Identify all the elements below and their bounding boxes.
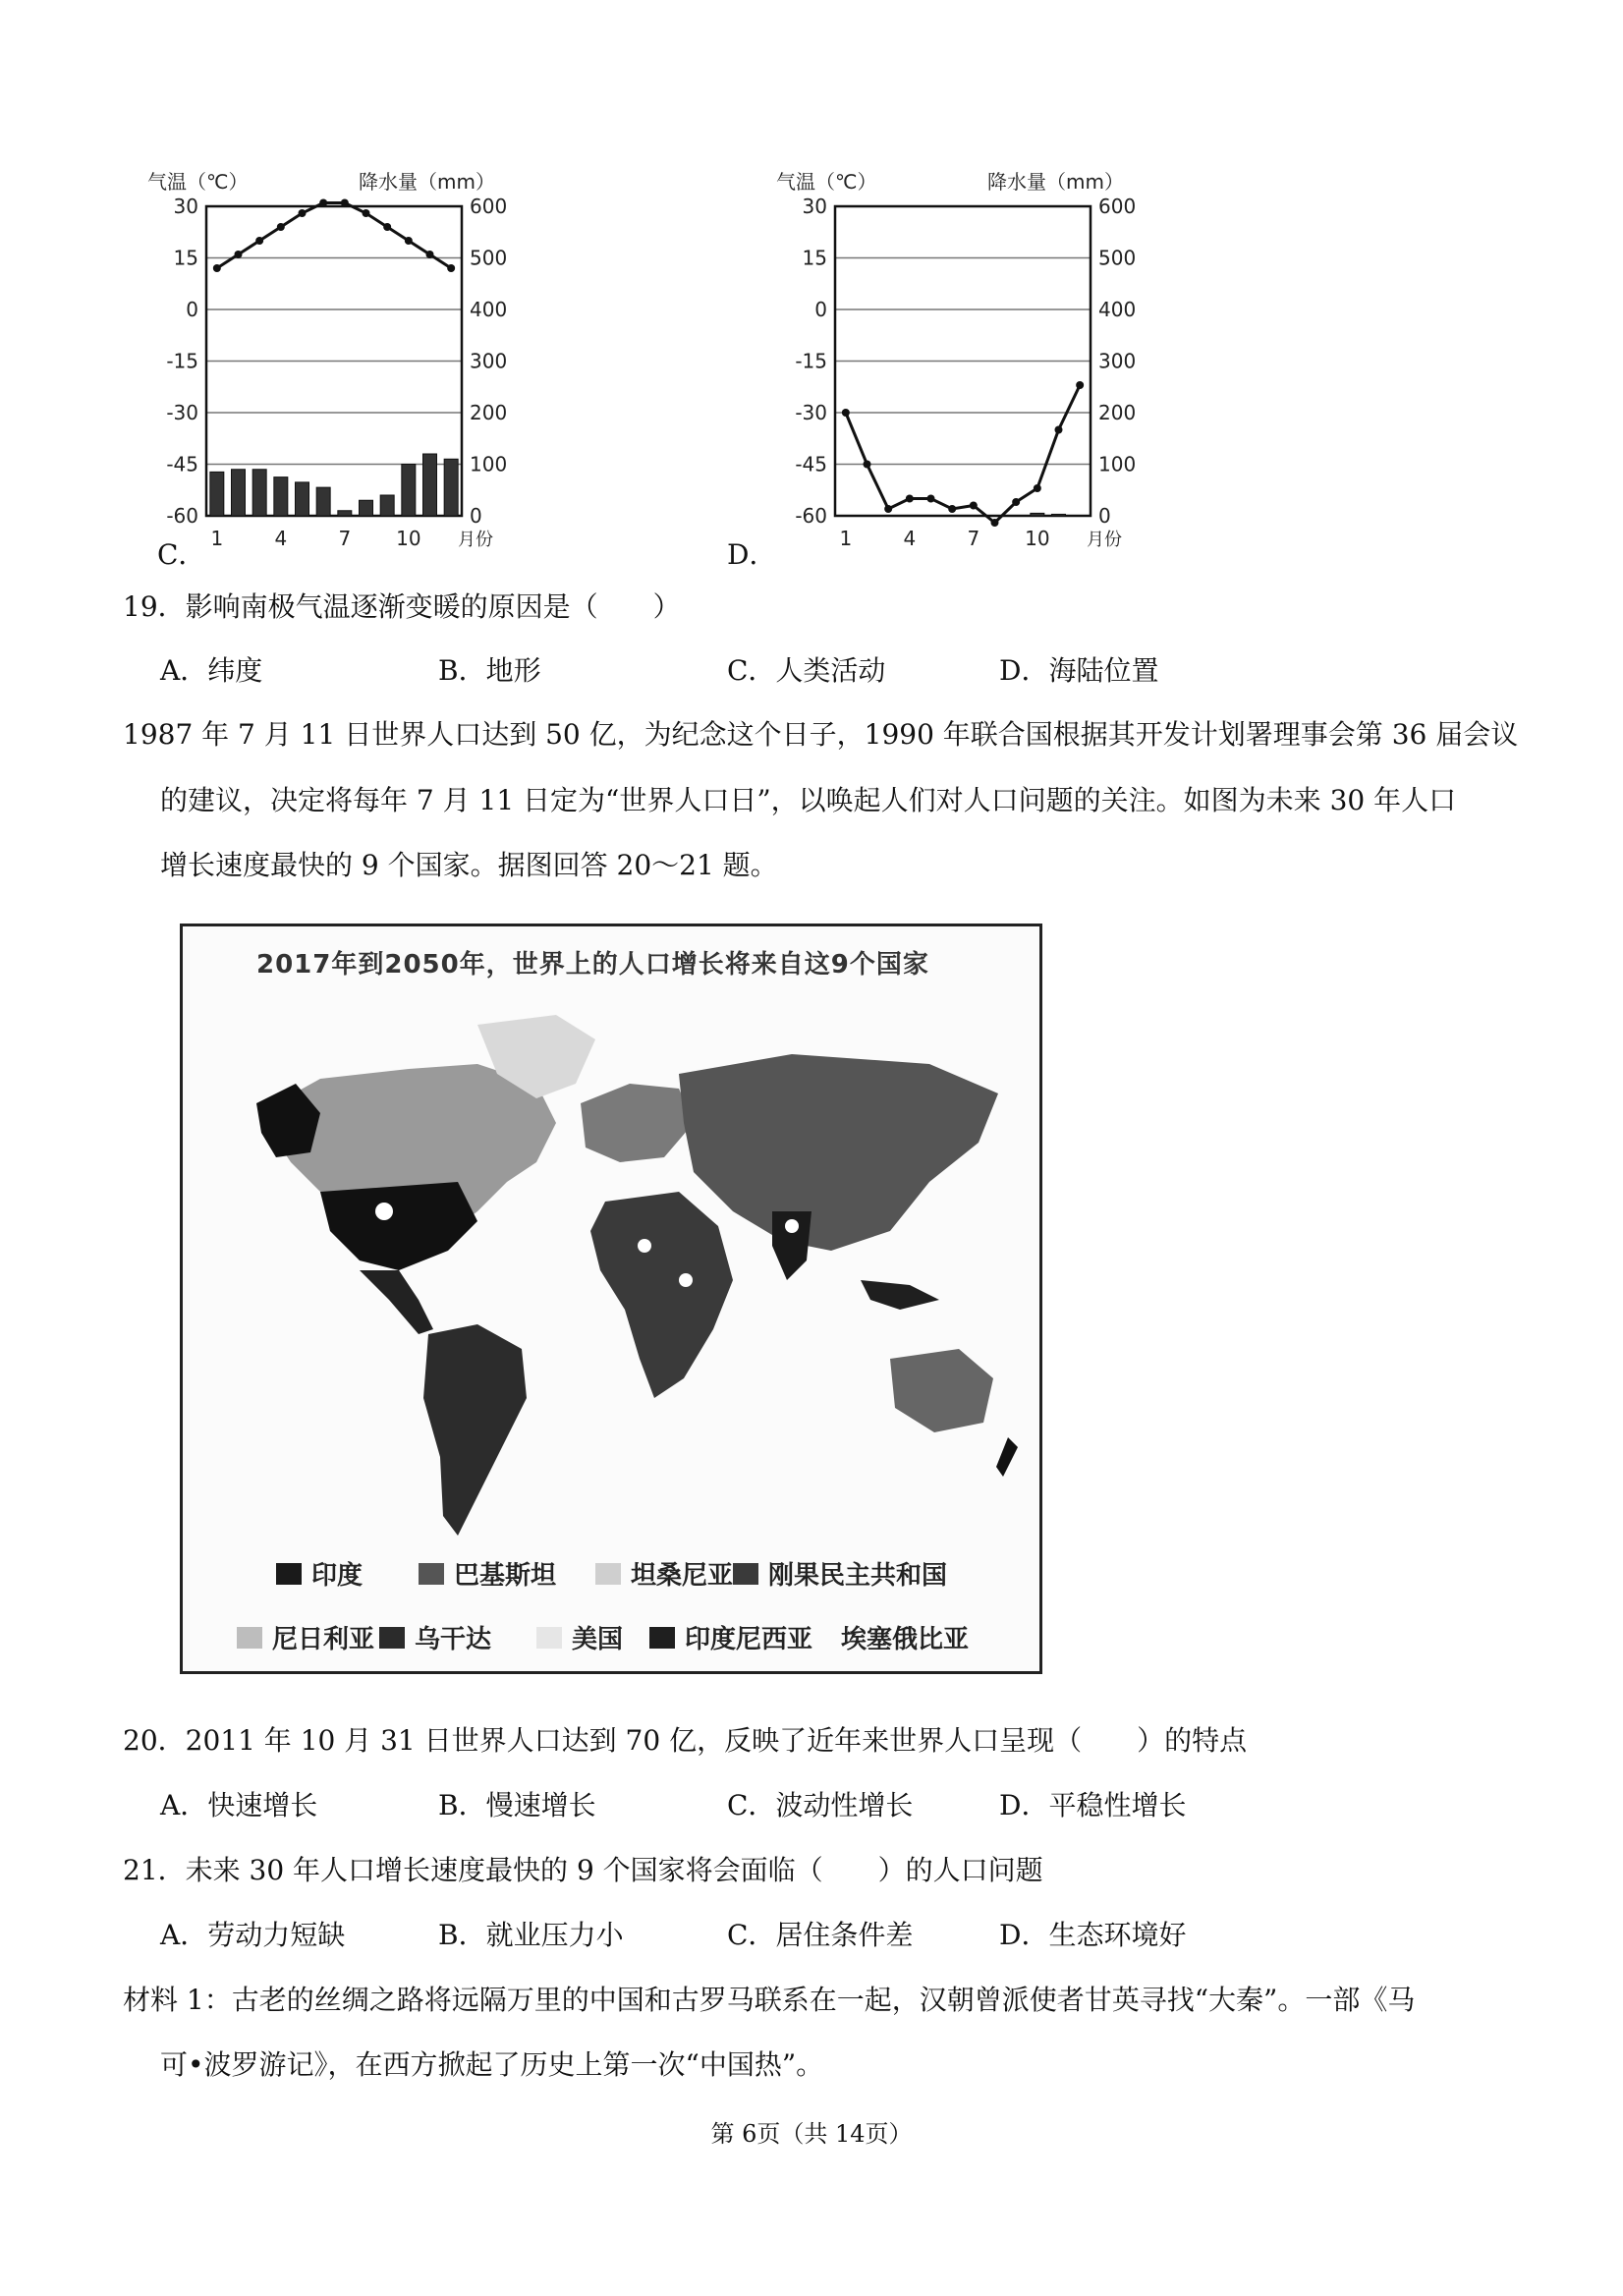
temperature-point (255, 237, 263, 245)
map-indonesia (861, 1280, 939, 1310)
month-tick-label: 7 (338, 527, 352, 550)
temperature-point (948, 505, 956, 513)
precip-bar (444, 459, 458, 516)
q19-option-c: C．人类活动 (727, 654, 886, 687)
q19-option-b: B．地形 (438, 654, 541, 687)
legend-label: 乌干达 (415, 1625, 492, 1654)
q21-option-a: A．劳动力短缺 (160, 1919, 346, 1951)
temperature-point (927, 495, 935, 503)
precip-bar (274, 477, 288, 516)
temperature-point (363, 209, 370, 217)
temperature-point (277, 223, 285, 231)
precip-bar (380, 495, 394, 516)
precip-bar (296, 482, 309, 516)
month-tick-label: 7 (967, 527, 980, 550)
map-africa (590, 1192, 733, 1398)
q19-option-d: D．海陆位置 (999, 654, 1159, 687)
temp-tick-label: -60 (166, 504, 198, 528)
temp-tick-label: 0 (186, 298, 198, 321)
legend-label: 美国 (572, 1625, 624, 1654)
precip-bar (210, 472, 224, 516)
temp-tick-label: 30 (173, 195, 198, 218)
question-21: 21．未来 30 年人口增长速度最快的 9 个国家将会面临（ ）的人口问题 (123, 1854, 1043, 1886)
temperature-point (447, 264, 455, 272)
legend-label: 尼日利亚 (272, 1625, 375, 1654)
precip-tick-label: 500 (1098, 246, 1137, 270)
temperature-point (991, 519, 999, 527)
legend-item (831, 1619, 969, 1655)
map-usa (320, 1182, 477, 1270)
q21-option-b: B．就业压力小 (438, 1919, 624, 1951)
legend-swatch (536, 1627, 562, 1649)
month-tick-label: 4 (274, 527, 288, 550)
temperature-point (319, 199, 327, 207)
intro-line-3: 增长速度最快的 9 个国家。据图回答 20～21 题。 (160, 849, 778, 881)
map-south-america (423, 1324, 527, 1536)
temperature-point (906, 495, 914, 503)
precip-axis-title: 降水量（mm） (359, 170, 495, 194)
temperature-line (846, 385, 1080, 523)
q21-option-c: C．居住条件差 (727, 1919, 914, 1951)
map-marker-east-africa (679, 1273, 693, 1287)
world-map-figure (180, 924, 1042, 1674)
question-19: 19．影响南极气温逐渐变暖的原因是（ ） (123, 590, 681, 623)
intro-line-1: 1987 年 7 月 11 日世界人口达到 50 亿，为纪念这个日子，1990 年联合国根据其开发计划署理事会第 36 届会议 (123, 718, 1519, 751)
temperature-point (426, 251, 434, 258)
climate-chart-d-svg (776, 167, 1149, 580)
precip-tick-label: 600 (470, 195, 508, 218)
legend-item (733, 1555, 947, 1592)
precip-tick-label: 200 (470, 401, 508, 424)
temperature-point (1076, 381, 1084, 389)
precip-bar (316, 487, 330, 516)
precip-bar (1031, 513, 1044, 516)
temp-tick-label: -45 (795, 452, 827, 476)
precip-tick-label: 300 (1098, 349, 1137, 373)
climate-chart-c-svg (147, 167, 521, 580)
temperature-point (341, 199, 349, 207)
temperature-point (1034, 484, 1041, 492)
temperature-point (405, 237, 413, 245)
climate-chart-d (776, 167, 1149, 580)
month-unit-label: 月份 (458, 530, 493, 550)
precip-bar (360, 500, 373, 516)
precip-tick-label: 400 (470, 298, 508, 321)
temperature-point (842, 409, 850, 417)
material-1-line-2: 可•波罗游记》，在西方掀起了历史上第一次“中国热”。 (160, 2048, 824, 2081)
legend-item (379, 1619, 491, 1655)
precip-bar (232, 470, 246, 516)
temp-tick-label: -60 (795, 504, 827, 528)
q20-option-d: D．平稳性增长 (999, 1789, 1187, 1821)
q19-option-a: A．纬度 (160, 654, 263, 687)
legend-label: 埃塞俄比亚 (841, 1625, 970, 1654)
temperature-point (235, 251, 243, 258)
map-new-zealand (996, 1437, 1018, 1477)
precip-bar (1052, 514, 1066, 516)
q20-option-a: A．快速增长 (160, 1789, 318, 1821)
temp-tick-label: -15 (795, 349, 827, 373)
temp-tick-label: -45 (166, 452, 198, 476)
month-tick-label: 10 (396, 527, 421, 550)
precip-tick-label: 400 (1098, 298, 1137, 321)
q20-option-c: C．波动性增长 (727, 1789, 914, 1821)
precip-bar (402, 465, 416, 517)
precip-axis-title: 降水量（mm） (987, 170, 1124, 194)
precip-tick-label: 600 (1098, 195, 1137, 218)
temperature-point (864, 461, 871, 469)
precip-bar (338, 511, 352, 516)
temp-tick-label: -15 (166, 349, 198, 373)
temperature-point (213, 264, 221, 272)
month-tick-label: 1 (210, 527, 224, 550)
temp-tick-label: -30 (166, 401, 198, 424)
intro-line-2: 的建议，决定将每年 7 月 11 日定为“世界人口日”，以唤起人们对人口问题的关注。如图为未来 30 年人口 (160, 784, 1457, 816)
q21-option-d: D．生态环境好 (999, 1919, 1187, 1951)
month-tick-label: 1 (839, 527, 853, 550)
legend-swatch (237, 1627, 262, 1649)
temp-axis-title: 气温（℃） (776, 170, 877, 194)
precip-tick-label: 300 (470, 349, 508, 373)
temp-tick-label: 15 (173, 246, 198, 270)
precip-tick-label: 500 (470, 246, 508, 270)
map-europe (581, 1084, 694, 1162)
map-marker-nigeria (638, 1239, 651, 1253)
temperature-point (1012, 498, 1020, 506)
temp-tick-label: 15 (802, 246, 827, 270)
temperature-point (299, 209, 307, 217)
legend-item (276, 1555, 363, 1592)
precip-tick-label: 200 (1098, 401, 1137, 424)
legend-label: 坦桑尼亚 (631, 1561, 734, 1591)
legend-label: 印度尼西亚 (685, 1625, 813, 1654)
month-unit-label: 月份 (1087, 530, 1122, 550)
q20-option-b: B．慢速增长 (438, 1789, 596, 1821)
legend-item (237, 1619, 374, 1655)
month-tick-label: 4 (903, 527, 917, 550)
legend-item (649, 1619, 812, 1655)
precip-bar (423, 454, 437, 516)
legend-label: 印度 (311, 1561, 364, 1591)
temperature-point (383, 223, 391, 231)
legend-item (595, 1555, 733, 1592)
map-asia (679, 1054, 998, 1251)
option-label-d: D． (727, 538, 777, 571)
precip-bar (252, 470, 266, 516)
legend-swatch (379, 1627, 405, 1649)
page-footer: 第 6页（共 14页） (710, 2120, 913, 2148)
legend-item (419, 1555, 556, 1592)
temperature-point (884, 505, 892, 513)
temp-tick-label: -30 (795, 401, 827, 424)
precip-tick-label: 0 (470, 504, 482, 528)
month-tick-label: 10 (1025, 527, 1050, 550)
temperature-point (970, 502, 978, 510)
legend-item (536, 1619, 623, 1655)
precip-tick-label: 100 (470, 452, 508, 476)
legend-label: 刚果民主共和国 (768, 1561, 948, 1591)
legend-swatch (595, 1563, 621, 1585)
map-title: 2017年到2050年，世界上的人口增长将来自这9个国家 (256, 950, 929, 980)
precip-tick-label: 0 (1098, 504, 1111, 528)
precip-tick-label: 100 (1098, 452, 1137, 476)
map-central-america (360, 1270, 433, 1334)
world-map-svg (183, 985, 1039, 1575)
map-australia (890, 1349, 993, 1432)
map-marker-usa (375, 1203, 393, 1220)
legend-swatch (649, 1627, 675, 1649)
legend-swatch (419, 1563, 444, 1585)
legend-label: 巴基斯坦 (454, 1561, 557, 1591)
legend-swatch (733, 1563, 758, 1585)
temp-tick-label: 0 (814, 298, 827, 321)
material-1-line-1: 材料 1：古老的丝绸之路将远隔万里的中国和古罗马联系在一起，汉朝曾派使者甘英寻找“大秦”。一部《马 (123, 1984, 1416, 2016)
option-label-c: C． (157, 538, 206, 571)
question-20: 20．2011 年 10 月 31 日世界人口达到 70 亿，反映了近年来世界人口呈现（ ）的特点 (123, 1724, 1248, 1757)
temp-axis-title: 气温（℃） (147, 170, 249, 194)
legend-swatch (276, 1563, 302, 1585)
map-marker-india (785, 1219, 799, 1233)
temp-tick-label: 30 (802, 195, 827, 218)
climate-chart-c (147, 167, 521, 580)
temperature-point (1055, 426, 1063, 434)
